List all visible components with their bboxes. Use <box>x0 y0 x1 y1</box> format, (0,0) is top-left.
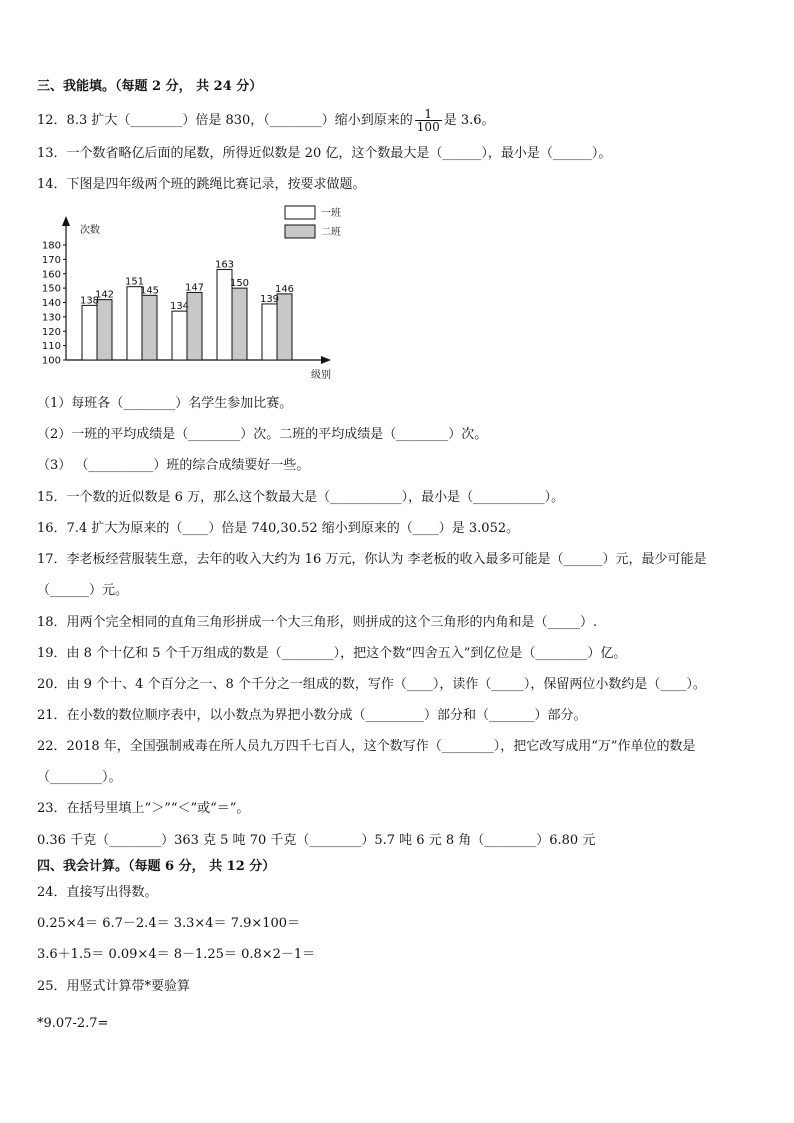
bar-class1 <box>127 287 142 360</box>
question-24: 24．直接写出得数。 <box>37 885 158 900</box>
bar-class1 <box>262 304 277 360</box>
question-22-line1: 22．2018 年，全国强制戒毒在所人员九万四千七百人，这个数写作（________），把它改写成用“万”作单位的数是 <box>37 739 696 754</box>
data-label: 145 <box>139 285 160 297</box>
y-tick-label: 130 <box>41 312 61 324</box>
y-tick-label: 100 <box>41 355 61 367</box>
question-16: 16．7.4 扩大为原来的（____）倍是 740,30.52 缩小到原来的（____）是 3.052。 <box>37 521 520 536</box>
data-label: 138 <box>79 295 100 307</box>
bar-class2 <box>142 295 157 360</box>
y-tick-label: 150 <box>41 283 61 295</box>
y-tick-label: 120 <box>41 326 61 338</box>
data-label: 142 <box>94 289 115 301</box>
question-12-text: 12．8.3 扩大（________）倍是 830，（________）缩小到原来的 <box>37 113 413 128</box>
bar-class2 <box>187 292 202 360</box>
question-15: 15．一个数的近似数是 6 万，那么这个数最大是（___________），最小是（___________）。 <box>37 490 565 505</box>
chart-legend <box>285 206 341 238</box>
x-axis-arrow <box>321 356 331 364</box>
question-23-row: 0.36 千克（________）363 克 5 吨 70 千克（________）5.7 吨 6 元 8 角（________）6.80 元 <box>37 833 596 848</box>
section-four-heading: 四、我会计算。（每题 6 分， 共 12 分） <box>37 859 276 874</box>
jump-rope-bar-chart <box>30 200 350 385</box>
y-tick-label: 180 <box>41 240 61 252</box>
legend-swatch <box>285 225 315 238</box>
data-label: 139 <box>259 293 280 305</box>
question-14-1: （1）每班各（________）名学生参加比赛。 <box>37 396 293 411</box>
question-14-3: （3） （__________）班的综合成绩要好一些。 <box>37 458 310 473</box>
question-25-item1: *9.07-2.7= <box>37 1016 109 1031</box>
question-12 <box>37 108 495 133</box>
question-24-row1: 0.25×4＝ 6.7－2.4＝ 3.3×4＝ 7.9×100＝ <box>37 916 301 931</box>
bar-class2 <box>97 300 112 360</box>
fraction-numerator: 1 <box>415 108 442 121</box>
question-25: 25．用竖式计算带*要验算 <box>37 979 191 994</box>
y-tick-label: 140 <box>41 298 61 309</box>
question-19: 19．由 8 个十亿和 5 个千万组成的数是（________），把这个数“四舍五入”到亿位是（________）亿。 <box>37 646 627 661</box>
data-label: 146 <box>274 283 295 295</box>
section-three-heading: 三、我能填。（每题 2 分， 共 24 分） <box>37 79 263 94</box>
data-label: 151 <box>124 276 145 288</box>
bar-class2 <box>232 288 247 360</box>
data-label: 163 <box>214 259 235 271</box>
bar-class1 <box>172 311 187 360</box>
legend-label: 一班 <box>321 208 341 219</box>
question-12-tail: 是 3.6。 <box>443 113 495 128</box>
y-tick-label: 170 <box>41 254 61 266</box>
data-label: 134 <box>169 301 190 313</box>
question-24-row2: 3.6＋1.5＝ 0.09×4＝ 8－1.25＝ 0.8×2－1＝ <box>37 947 316 962</box>
y-axis-arrow <box>62 216 70 226</box>
bar-class1 <box>82 305 97 360</box>
question-13: 13．一个数省略亿后面的尾数，所得近似数是 20 亿，这个数最大是（______），最小是（______）。 <box>37 146 612 161</box>
question-17-line1: 17．李老板经营服装生意，去年的收入大约为 16 万元，你认为 李老板的收入最多可能是（______）元，最少可能是 <box>37 552 707 567</box>
question-22-line2: （________）。 <box>37 770 122 785</box>
legend-label: 二班 <box>321 227 341 238</box>
question-18: 18．用两个完全相同的直角三角形拼成一个大三角形，则拼成的这个三角形的内角和是（_____）. <box>37 615 598 630</box>
x-axis-label: 级别 <box>311 370 331 381</box>
data-label: 150 <box>229 278 250 290</box>
data-label: 147 <box>184 282 205 294</box>
bar-class2 <box>277 294 292 360</box>
legend-swatch <box>285 206 315 219</box>
question-23: 23．在括号里填上“＞”“＜”或“＝”。 <box>37 801 250 816</box>
question-14-2: （2）一班的平均成绩是（________）次。二班的平均成绩是（________）次。 <box>37 427 488 442</box>
y-tick-label: 110 <box>41 341 61 353</box>
question-21: 21．在小数的数位顺序表中，以小数点为界把小数分成（_________）部分和（_______）部分。 <box>37 708 587 723</box>
y-axis-label: 次数 <box>80 225 100 236</box>
fraction-denominator: 100 <box>416 120 440 134</box>
question-17-line2: （______）元。 <box>37 583 129 598</box>
question-14: 14．下图是四年级两个班的跳绳比赛记录，按要求做题。 <box>37 177 366 192</box>
fraction-one-hundredth <box>415 108 442 133</box>
y-tick-label: 160 <box>41 269 61 281</box>
chart-y-ticks <box>42 241 66 367</box>
question-20: 20．由 9 个十、4 个百分之一、8 个千分之一组成的数，写作（____），读作（_____），保留两位小数约是（____）。 <box>37 677 706 692</box>
